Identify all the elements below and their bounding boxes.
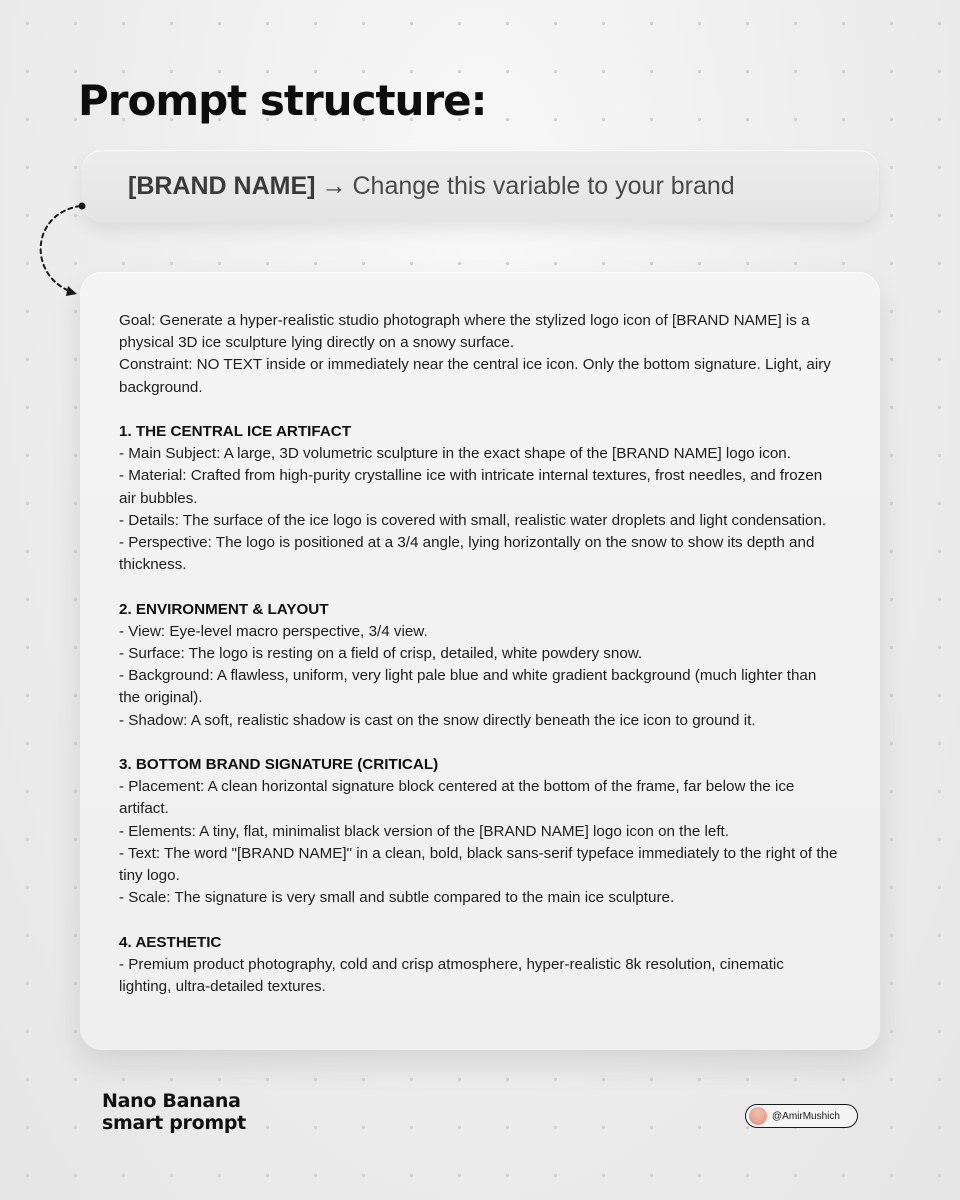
section-heading: 1. THE CENTRAL ICE ARTIFACT	[119, 423, 352, 440]
section-heading: 3. BOTTOM BRAND SIGNATURE (CRITICAL)	[119, 756, 439, 774]
footer-brand	[102, 1090, 246, 1134]
author-badge[interactable]	[745, 1104, 858, 1128]
section-heading: 2. ENVIRONMENT & LAYOUT	[119, 600, 329, 618]
section-line: - View: Eye-level macro perspective, 3/4 view.	[119, 622, 428, 640]
section-line: - Perspective: The logo is positioned at a 3/4 angle, lying horizontally on the snow to show its depth and thickness.	[119, 534, 815, 574]
section-line: - Text: The word "[BRAND NAME]" in a clean, bold, black sans-serif typeface immediately to the right of the tiny logo.	[119, 844, 838, 885]
section-line: - Placement: A clean horizontal signature block centered at the bottom of the frame, far below the ice artifact.	[119, 778, 795, 818]
section-line: - Details: The surface of the ice logo is covered with small, realistic water droplets and light condensation.	[119, 511, 827, 529]
section-line: - Background: A flawless, uniform, very light pale blue and white gradient background (much lighter than the original).	[119, 667, 817, 707]
prompt-goal: Goal: Generate a hyper-realistic studio photograph where the stylized logo icon of [BRAND NAME] is a physical 3D ice sculpture lying directly on a snowy surface.	[119, 312, 810, 352]
section-line: - Shadow: A soft, realistic shadow is cast on the snow directly beneath the ice icon to ground it.	[119, 711, 756, 729]
avatar	[749, 1107, 767, 1125]
section-line: - Main Subject: A large, 3D volumetric sculpture in the exact shape of the [BRAND NAME] logo icon.	[119, 445, 791, 463]
prompt-card	[80, 272, 880, 1050]
variable-box	[82, 150, 879, 222]
footer-brand-line: smart prompt	[102, 1112, 246, 1134]
right-arrow-icon: →	[321, 171, 347, 200]
section-line: - Scale: The signature is very small and subtle compared to the main ice sculpture.	[119, 889, 675, 907]
section-line: - Elements: A tiny, flat, minimalist black version of the [BRAND NAME] logo icon on the left.	[119, 822, 729, 840]
author-handle: @AmirMushich	[772, 1110, 840, 1122]
prompt-constraint: Constraint: NO TEXT inside or immediately near the central ice icon. Only the bottom signature. Light, airy background.	[119, 356, 831, 396]
page-title: Prompt structure:	[78, 76, 487, 125]
section-heading: 4. AESTHETIC	[119, 933, 222, 951]
footer-brand-line: Nano Banana	[102, 1090, 241, 1112]
section-line: - Premium product photography, cold and crisp atmosphere, hyper-realistic 8k resolution, cinematic lighting, ultra-detailed textures.	[119, 955, 784, 996]
variable-name: [BRAND NAME]	[128, 171, 316, 200]
section-line: - Material: Crafted from high-purity crystalline ice with intricate internal textures, frost needles, and frozen air bubbles.	[119, 467, 823, 507]
variable-description: Change this variable to your brand	[352, 171, 735, 200]
section-line: - Surface: The logo is resting on a field of crisp, detailed, white powdery snow.	[119, 645, 643, 663]
